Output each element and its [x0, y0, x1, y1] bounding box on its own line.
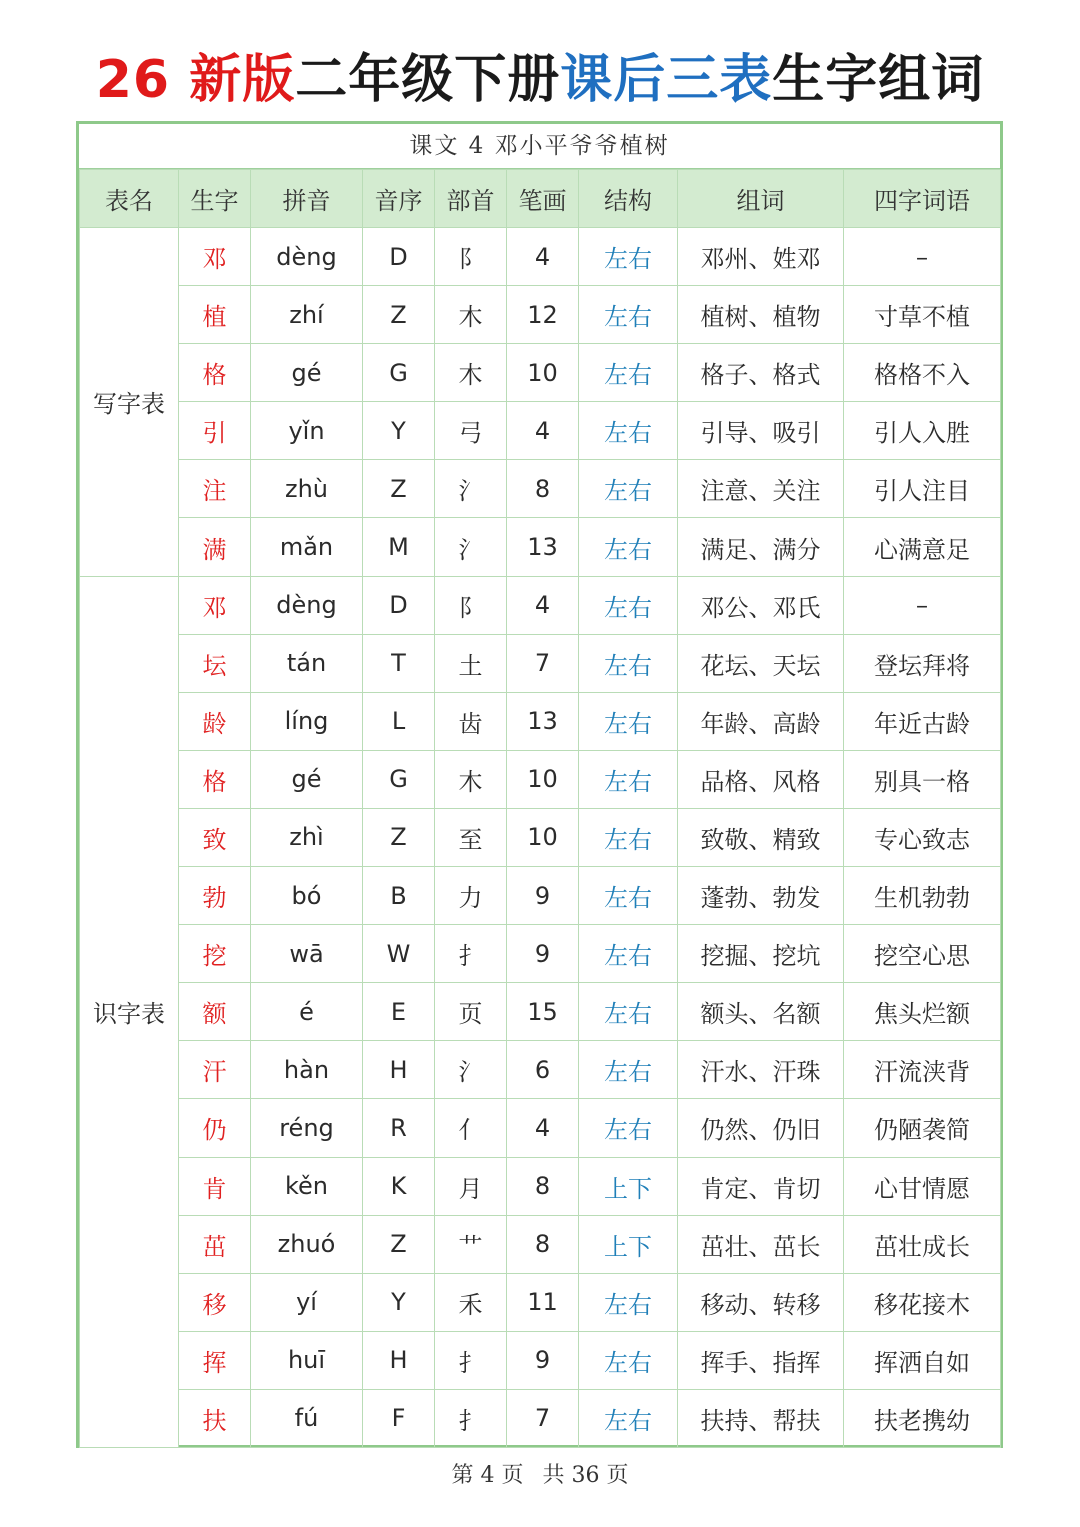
words-cell: 蓬勃、勃发 — [678, 867, 844, 925]
page-title — [0, 40, 1080, 120]
header-strokes: 笔画 — [507, 170, 579, 228]
idiom-cell: 引人入胜 — [844, 402, 1001, 460]
idiom-cell: 寸草不植 — [844, 286, 1001, 344]
title-grade: 二年级下册 — [295, 50, 561, 110]
initial-cell: E — [363, 983, 435, 1041]
radical-cell: 木 — [435, 344, 507, 402]
radical-cell: 亻 — [435, 1099, 507, 1157]
pinyin-cell: dèng — [251, 228, 363, 286]
words-cell: 扶持、帮扶 — [678, 1389, 844, 1447]
words-cell: 花坛、天坛 — [678, 634, 844, 692]
structure-cell: 左右 — [579, 983, 678, 1041]
strokes-cell: 7 — [507, 1389, 579, 1447]
initial-cell: G — [363, 750, 435, 808]
idiom-cell: – — [844, 228, 1001, 286]
pinyin-cell: wā — [251, 925, 363, 983]
strokes-cell: 4 — [507, 1099, 579, 1157]
lesson-caption: 课文 4 邓小平爷爷植树 — [79, 124, 1000, 169]
initial-cell: H — [363, 1331, 435, 1389]
words-cell: 额头、名额 — [678, 983, 844, 1041]
structure-cell: 左右 — [579, 750, 678, 808]
structure-cell: 左右 — [579, 576, 678, 634]
header-idiom: 四字词语 — [844, 170, 1001, 228]
character-cell: 植 — [179, 286, 251, 344]
header-character: 生字 — [179, 170, 251, 228]
initial-cell: F — [363, 1389, 435, 1447]
structure-cell: 左右 — [579, 518, 678, 576]
header-pinyin: 拼音 — [251, 170, 363, 228]
radical-cell: 弓 — [435, 402, 507, 460]
radical-cell: 页 — [435, 983, 507, 1041]
radical-cell: 阝 — [435, 576, 507, 634]
initial-cell: W — [363, 925, 435, 983]
idiom-cell: 生机勃勃 — [844, 867, 1001, 925]
radical-cell: 土 — [435, 634, 507, 692]
table-row — [80, 808, 1001, 866]
structure-cell: 左右 — [579, 286, 678, 344]
initial-cell: Z — [363, 460, 435, 518]
strokes-cell: 13 — [507, 518, 579, 576]
title-tables: 课后三表 — [560, 50, 773, 110]
radical-cell: 艹 — [435, 1215, 507, 1273]
pinyin-cell: fú — [251, 1389, 363, 1447]
words-cell: 注意、关注 — [678, 460, 844, 518]
pinyin-cell: bó — [251, 867, 363, 925]
character-cell: 满 — [179, 518, 251, 576]
initial-cell: D — [363, 576, 435, 634]
header-row — [80, 170, 1001, 228]
idiom-cell: 扶老携幼 — [844, 1389, 1001, 1447]
initial-cell: Y — [363, 1273, 435, 1331]
page-total: 共 36 页 — [542, 1463, 629, 1488]
initial-cell: H — [363, 1041, 435, 1099]
strokes-cell: 7 — [507, 634, 579, 692]
words-cell: 致敬、精致 — [678, 808, 844, 866]
title-edition: 26 新版 — [95, 50, 296, 110]
words-cell: 移动、转移 — [678, 1273, 844, 1331]
strokes-cell: 11 — [507, 1273, 579, 1331]
structure-cell: 左右 — [579, 1099, 678, 1157]
words-cell: 汗水、汗珠 — [678, 1041, 844, 1099]
structure-cell: 左右 — [579, 1041, 678, 1099]
pinyin-cell: huī — [251, 1331, 363, 1389]
character-cell: 勃 — [179, 867, 251, 925]
initial-cell: B — [363, 867, 435, 925]
character-cell: 致 — [179, 808, 251, 866]
pinyin-cell: zhí — [251, 286, 363, 344]
table-row — [80, 634, 1001, 692]
radical-cell: 扌 — [435, 1389, 507, 1447]
table-row — [80, 925, 1001, 983]
structure-cell: 左右 — [579, 228, 678, 286]
group-label: 写字表 — [80, 228, 179, 577]
initial-cell: G — [363, 344, 435, 402]
strokes-cell: 9 — [507, 867, 579, 925]
strokes-cell: 8 — [507, 1157, 579, 1215]
strokes-cell: 10 — [507, 808, 579, 866]
character-cell: 坛 — [179, 634, 251, 692]
header-table-name: 表名 — [80, 170, 179, 228]
pinyin-cell: hàn — [251, 1041, 363, 1099]
structure-cell: 左右 — [579, 344, 678, 402]
table-row — [80, 692, 1001, 750]
words-cell: 年龄、高龄 — [678, 692, 844, 750]
pinyin-cell: líng — [251, 692, 363, 750]
idiom-cell: 别具一格 — [844, 750, 1001, 808]
initial-cell: T — [363, 634, 435, 692]
words-cell: 格子、格式 — [678, 344, 844, 402]
character-cell: 挥 — [179, 1331, 251, 1389]
structure-cell: 左右 — [579, 692, 678, 750]
idiom-cell: 心甘情愿 — [844, 1157, 1001, 1215]
header-initial: 音序 — [363, 170, 435, 228]
table-row — [80, 518, 1001, 576]
character-cell: 格 — [179, 344, 251, 402]
structure-cell: 左右 — [579, 1331, 678, 1389]
initial-cell: M — [363, 518, 435, 576]
idiom-cell: 仍陋袭简 — [844, 1099, 1001, 1157]
initial-cell: Y — [363, 402, 435, 460]
idiom-cell: 心满意足 — [844, 518, 1001, 576]
strokes-cell: 12 — [507, 286, 579, 344]
idiom-cell: 移花接木 — [844, 1273, 1001, 1331]
strokes-cell: 9 — [507, 925, 579, 983]
initial-cell: Z — [363, 286, 435, 344]
radical-cell: 氵 — [435, 518, 507, 576]
character-cell: 龄 — [179, 692, 251, 750]
character-cell: 引 — [179, 402, 251, 460]
radical-cell: 木 — [435, 286, 507, 344]
radical-cell: 扌 — [435, 925, 507, 983]
radical-cell: 至 — [435, 808, 507, 866]
page-footer — [0, 1458, 1080, 1494]
idiom-cell: 挖空心思 — [844, 925, 1001, 983]
strokes-cell: 4 — [507, 402, 579, 460]
idiom-cell: 茁壮成长 — [844, 1215, 1001, 1273]
words-cell: 肯定、肯切 — [678, 1157, 844, 1215]
radical-cell: 木 — [435, 750, 507, 808]
radical-cell: 齿 — [435, 692, 507, 750]
words-cell: 仍然、仍旧 — [678, 1099, 844, 1157]
table-row — [80, 344, 1001, 402]
structure-cell: 上下 — [579, 1157, 678, 1215]
character-cell: 扶 — [179, 1389, 251, 1447]
character-cell: 邓 — [179, 228, 251, 286]
idiom-cell: 焦头烂额 — [844, 983, 1001, 1041]
structure-cell: 上下 — [579, 1215, 678, 1273]
structure-cell: 左右 — [579, 867, 678, 925]
radical-cell: 力 — [435, 867, 507, 925]
character-cell: 额 — [179, 983, 251, 1041]
pinyin-cell: yí — [251, 1273, 363, 1331]
idiom-cell: 年近古龄 — [844, 692, 1001, 750]
strokes-cell: 9 — [507, 1331, 579, 1389]
structure-cell: 左右 — [579, 925, 678, 983]
vocab-table — [79, 169, 1001, 1448]
table-row — [80, 1099, 1001, 1157]
table-row — [80, 1389, 1001, 1447]
radical-cell: 禾 — [435, 1273, 507, 1331]
strokes-cell: 4 — [507, 576, 579, 634]
table-row — [80, 1215, 1001, 1273]
character-cell: 移 — [179, 1273, 251, 1331]
words-cell: 邓公、邓氏 — [678, 576, 844, 634]
table-row — [80, 750, 1001, 808]
table-row — [80, 1273, 1001, 1331]
title-topic: 生字组词 — [772, 50, 985, 110]
idiom-cell: – — [844, 576, 1001, 634]
table-row — [80, 460, 1001, 518]
pinyin-cell: zhuó — [251, 1215, 363, 1273]
initial-cell: Z — [363, 1215, 435, 1273]
idiom-cell: 专心致志 — [844, 808, 1001, 866]
words-cell: 挥手、指挥 — [678, 1331, 844, 1389]
table-row — [80, 1157, 1001, 1215]
vocab-sheet — [76, 121, 1003, 1448]
words-cell: 植树、植物 — [678, 286, 844, 344]
pinyin-cell: dèng — [251, 576, 363, 634]
pinyin-cell: gé — [251, 344, 363, 402]
header-radical: 部首 — [435, 170, 507, 228]
words-cell: 挖掘、挖坑 — [678, 925, 844, 983]
strokes-cell: 8 — [507, 1215, 579, 1273]
page-number: 第 4 页 — [451, 1463, 524, 1488]
radical-cell: 氵 — [435, 1041, 507, 1099]
idiom-cell: 引人注目 — [844, 460, 1001, 518]
structure-cell: 左右 — [579, 808, 678, 866]
header-words: 组词 — [678, 170, 844, 228]
structure-cell: 左右 — [579, 634, 678, 692]
idiom-cell: 挥洒自如 — [844, 1331, 1001, 1389]
structure-cell: 左右 — [579, 402, 678, 460]
table-row — [80, 402, 1001, 460]
strokes-cell: 4 — [507, 228, 579, 286]
character-cell: 肯 — [179, 1157, 251, 1215]
idiom-cell: 登坛拜将 — [844, 634, 1001, 692]
words-cell: 满足、满分 — [678, 518, 844, 576]
header-structure: 结构 — [579, 170, 678, 228]
table-row — [80, 983, 1001, 1041]
group-label: 识字表 — [80, 576, 179, 1447]
initial-cell: L — [363, 692, 435, 750]
character-cell: 格 — [179, 750, 251, 808]
table-row — [80, 286, 1001, 344]
strokes-cell: 6 — [507, 1041, 579, 1099]
table-row — [80, 1041, 1001, 1099]
character-cell: 茁 — [179, 1215, 251, 1273]
structure-cell: 左右 — [579, 1389, 678, 1447]
pinyin-cell: é — [251, 983, 363, 1041]
initial-cell: D — [363, 228, 435, 286]
idiom-cell: 格格不入 — [844, 344, 1001, 402]
table-body — [80, 228, 1001, 1448]
table-row — [80, 576, 1001, 634]
character-cell: 汗 — [179, 1041, 251, 1099]
table-row — [80, 1331, 1001, 1389]
strokes-cell: 15 — [507, 983, 579, 1041]
idiom-cell: 汗流浃背 — [844, 1041, 1001, 1099]
pinyin-cell: zhì — [251, 808, 363, 866]
strokes-cell: 8 — [507, 460, 579, 518]
radical-cell: 扌 — [435, 1331, 507, 1389]
strokes-cell: 10 — [507, 344, 579, 402]
table-row — [80, 228, 1001, 286]
radical-cell: 阝 — [435, 228, 507, 286]
character-cell: 注 — [179, 460, 251, 518]
pinyin-cell: zhù — [251, 460, 363, 518]
pinyin-cell: tán — [251, 634, 363, 692]
pinyin-cell: yǐn — [251, 402, 363, 460]
pinyin-cell: kěn — [251, 1157, 363, 1215]
strokes-cell: 13 — [507, 692, 579, 750]
radical-cell: 月 — [435, 1157, 507, 1215]
character-cell: 仍 — [179, 1099, 251, 1157]
pinyin-cell: gé — [251, 750, 363, 808]
structure-cell: 左右 — [579, 1273, 678, 1331]
table-row — [80, 867, 1001, 925]
words-cell: 茁壮、茁长 — [678, 1215, 844, 1273]
words-cell: 品格、风格 — [678, 750, 844, 808]
pinyin-cell: mǎn — [251, 518, 363, 576]
strokes-cell: 10 — [507, 750, 579, 808]
initial-cell: Z — [363, 808, 435, 866]
pinyin-cell: réng — [251, 1099, 363, 1157]
words-cell: 邓州、姓邓 — [678, 228, 844, 286]
character-cell: 挖 — [179, 925, 251, 983]
initial-cell: R — [363, 1099, 435, 1157]
character-cell: 邓 — [179, 576, 251, 634]
structure-cell: 左右 — [579, 460, 678, 518]
initial-cell: K — [363, 1157, 435, 1215]
words-cell: 引导、吸引 — [678, 402, 844, 460]
radical-cell: 氵 — [435, 460, 507, 518]
